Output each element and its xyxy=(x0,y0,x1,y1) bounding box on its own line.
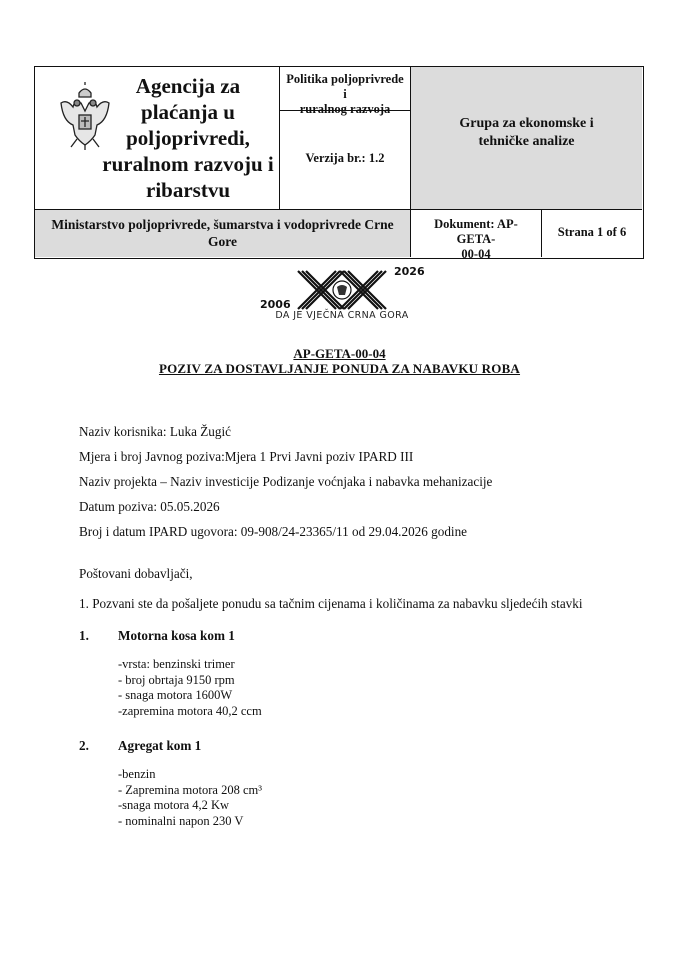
document-line: 00-04 xyxy=(461,247,491,261)
agency-name xyxy=(97,73,279,203)
beneficiary-line: Naziv korisnika: Luka Žugić xyxy=(79,424,231,439)
logo-year-start: 2006 xyxy=(260,298,291,311)
spec-line: - broj obrtaja 9150 rpm xyxy=(118,672,235,687)
group-cell xyxy=(411,67,642,210)
version-cell xyxy=(280,111,411,210)
logo-caption: DA JE VJEČNA CRNA GORA xyxy=(275,310,409,321)
document-line: Dokument: AP-GETA- xyxy=(434,217,518,246)
contract-line: Broj i datum IPARD ugovora: 09-908/24-23365/11 od 29.04.2026 godine xyxy=(79,524,468,539)
page-number: Strana 1 of 6 xyxy=(557,225,627,239)
greeting: Poštovani dobavljači, xyxy=(79,566,193,581)
item-number: 2. xyxy=(79,738,89,753)
spec-line: -benzin xyxy=(118,767,156,781)
spec-line: - snaga motora 1600W xyxy=(118,688,233,703)
spec-line: -zapremina motora 40,2 ccm xyxy=(118,703,262,718)
agency-line: plaćanja u xyxy=(141,100,235,124)
date-line: Datum poziva: 05.05.2026 xyxy=(79,499,220,514)
policy-line: Politika poljoprivrede i xyxy=(286,72,404,101)
document-code: AP-GETA-00-04 xyxy=(293,346,386,361)
measure-line: Mjera i broj Javnog poziva:Mjera 1 Prvi Javni poziv IPARD III xyxy=(79,449,414,464)
page-number-cell xyxy=(542,210,642,257)
item-title: Motorna kosa kom 1 xyxy=(118,628,235,643)
document-cell xyxy=(411,210,542,261)
version-label: Verzija br.: 1.2 xyxy=(305,151,385,165)
item-specs xyxy=(118,657,262,719)
project-line: Naziv projekta – Naziv investicije Podizanje voćnjaka i nabavka mehanizacije xyxy=(79,474,493,489)
spec-line: - Zapremina motora 208 cm³ xyxy=(118,782,262,797)
item-number: 1. xyxy=(79,628,89,643)
ministry-line: Gore xyxy=(208,234,237,249)
group-line: tehničke analize xyxy=(478,134,575,149)
item-specs xyxy=(118,767,262,829)
agency-cell xyxy=(35,67,280,210)
logo-year-end: 2026 xyxy=(394,265,425,278)
spec-line: - nominalni napon 230 V xyxy=(118,813,244,828)
agency-line: ruralnom razvoju i xyxy=(102,152,274,176)
policy-cell xyxy=(280,67,411,116)
ministry-cell xyxy=(35,210,411,257)
agency-line: Agencija za xyxy=(135,74,241,98)
header-table xyxy=(34,66,644,259)
item-title: Agregat kom 1 xyxy=(118,738,202,753)
agency-line: ribarstvu xyxy=(146,178,230,202)
spec-line: -vrsta: benzinski trimer xyxy=(118,657,235,671)
policy-line: ruralnog razvoja xyxy=(299,102,391,116)
document-title: POZIV ZA DOSTAVLJANJE PONUDA ZA NABAVKU ROBA xyxy=(158,361,521,376)
ministry-line: Ministarstvo poljoprivrede, šumarstva i vodoprivrede Crne xyxy=(51,217,394,232)
group-line: Grupa za ekonomske i xyxy=(459,116,594,131)
intro-paragraph: 1. Pozvani ste da pošaljete ponudu sa tačnim cijenama i količinama za nabavku sljedećih stavki xyxy=(79,596,583,611)
spec-line: -snaga motora 4,2 Kw xyxy=(118,798,230,813)
agency-line: poljoprivredi, xyxy=(126,126,250,150)
